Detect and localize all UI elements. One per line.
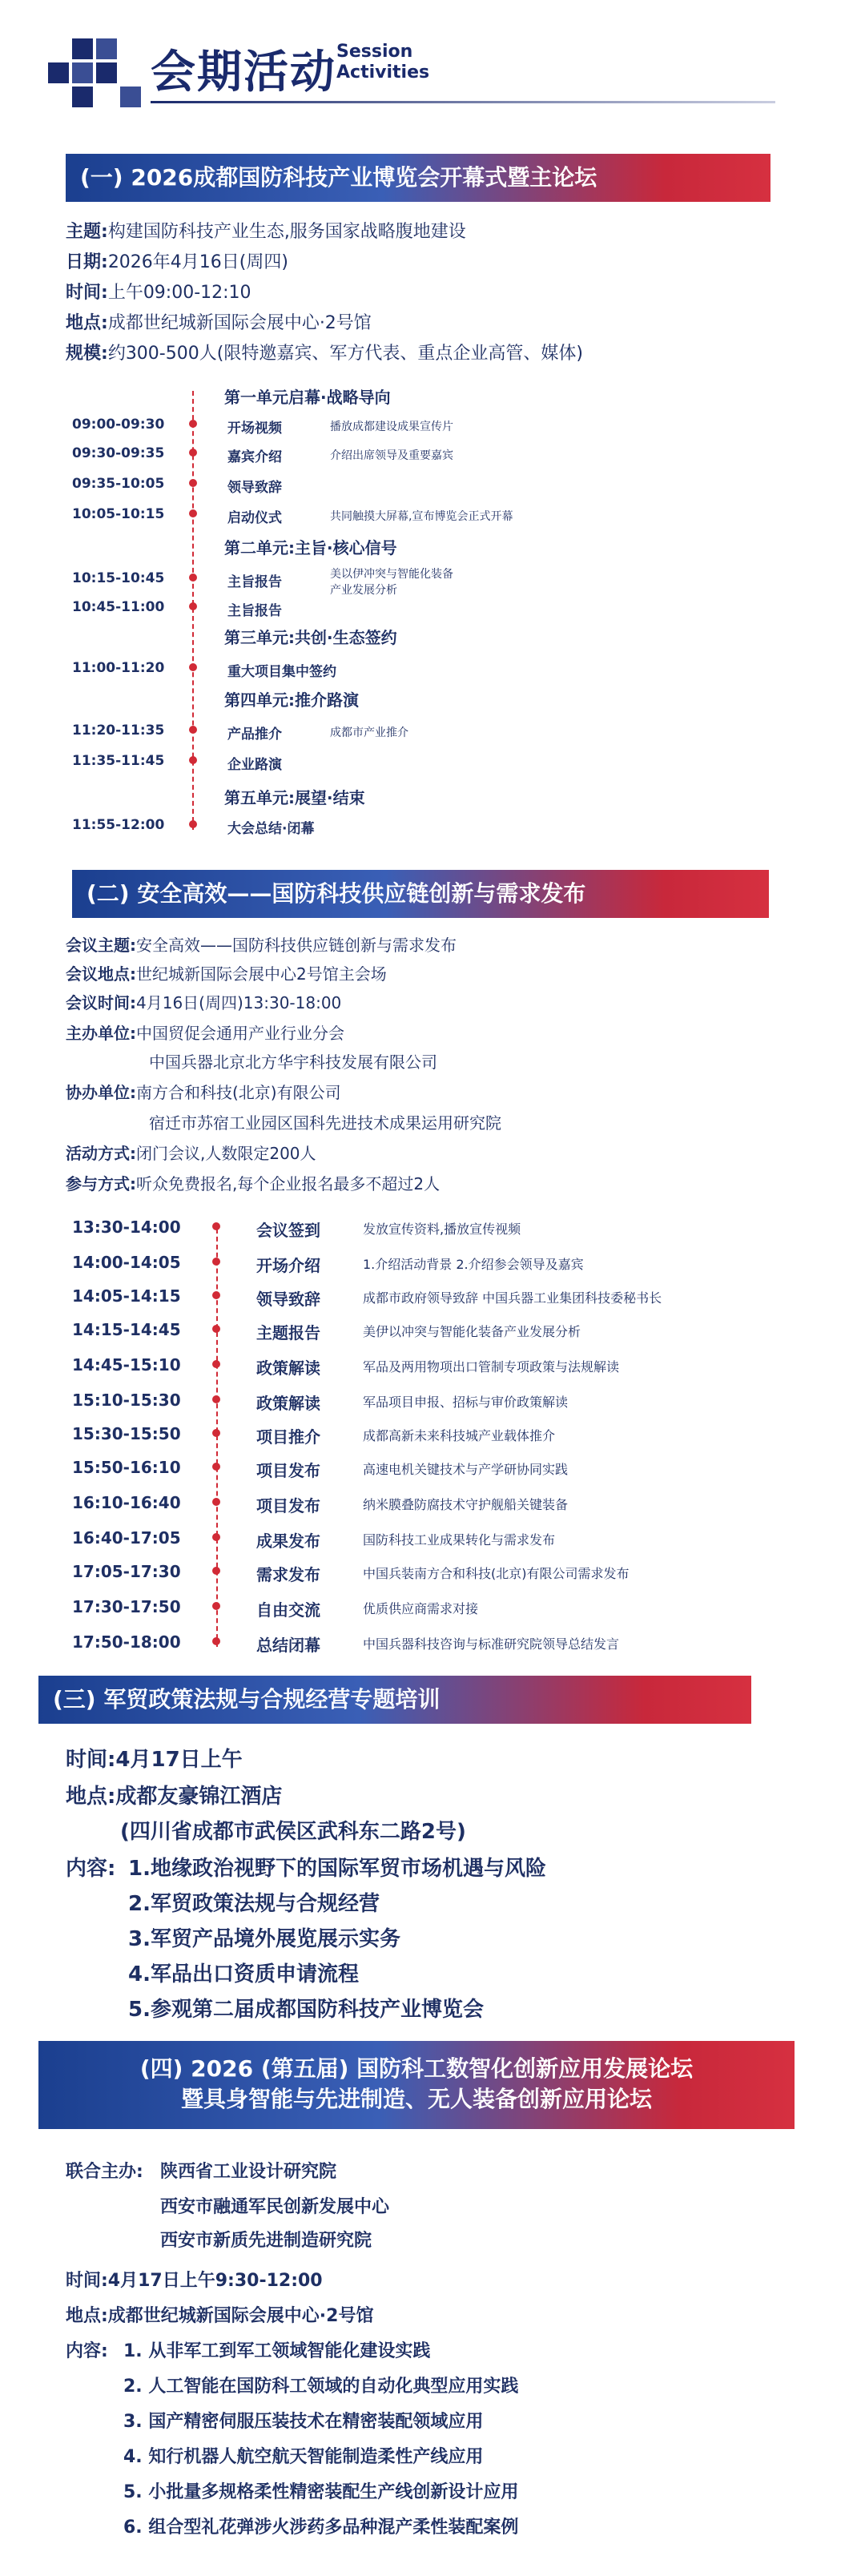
- s4-content-item: 6. 组合型礼花弹涉火涉药多品种混产柔性装配案例: [123, 2518, 519, 2538]
- s1-unit-3: 第三单元:共创·生态签约: [224, 628, 397, 647]
- logo-mark: [96, 38, 117, 59]
- section-1-banner: (一) 2026成都国防科技产业博览会开幕式暨主论坛: [66, 154, 770, 202]
- s1-unit-4: 第四单元:推介路演: [224, 690, 359, 710]
- s1-unit-2: 第二单元:主旨·核心信号: [224, 538, 397, 557]
- s1-schedule-row: 11:20-11:35 产品推介 成都市产业推介: [72, 722, 408, 743]
- s1-schedule-row: 10:15-10:45 主旨报告 美以伊冲突与智能化装备 产业发展分析: [72, 568, 453, 597]
- s2-info-row: 会议时间:4月16日(周四)13:30-18:00: [66, 993, 342, 1012]
- logo-mark: [120, 87, 141, 107]
- section-2-banner: (二) 安全高效——国防科技供应链创新与需求发布: [72, 870, 769, 918]
- section-4-title-line-2: 暨具身智能与先进制造、无人装备创新应用论坛: [180, 2086, 652, 2112]
- s3-time: 时间:4月17日上午: [66, 1748, 243, 1772]
- s1-info-theme: 主题:构建国防科技产业生态,服务国家战略腹地建设: [66, 222, 466, 242]
- s4-place: 地点:成都世纪城新国际会展中心·2号馆: [66, 2306, 374, 2326]
- s2-schedule-row: 15:30-15:50 项目推介 成都高新未来科技城产业载体推介: [72, 1424, 556, 1447]
- s1-schedule-row: 09:35-10:05 领导致辞: [72, 476, 282, 496]
- s1-schedule-row: 11:00-11:20 重大项目集中签约: [72, 660, 336, 680]
- s2-info-row: 会议主题:安全高效——国防科技供应链创新与需求发布: [66, 936, 457, 955]
- s4-time: 时间:4月17日上午9:30-12:00: [66, 2271, 323, 2291]
- s1-schedule-row: 10:45-11:00 主旨报告: [72, 599, 282, 619]
- s2-schedule-row: 14:15-14:45 主题报告 美伊以冲突与智能化装备产业发展分析: [72, 1320, 581, 1342]
- section-3-banner: (三) 军贸政策法规与合规经营专题培训: [38, 1676, 751, 1724]
- s2-schedule-row: 16:10-16:40 项目发布 纳米膜叠防腐技术守护舰船关键装备: [72, 1493, 569, 1515]
- section-4-title-line-1: (四) 2026 (第五届) 国防科工数智化创新应用发展论坛: [139, 2055, 694, 2082]
- s1-info-scale: 规模:约300-500人(限特邀嘉宾、军方代表、重点企业高管、媒体): [66, 344, 583, 364]
- s1-unit-1: 第一单元启幕·战略导向: [224, 388, 391, 407]
- s2-info-row: 主办单位:中国贸促会通用产业行业分会: [66, 1024, 344, 1043]
- s4-content-item: 2. 人工智能在国防科工领域的自动化典型应用实践: [123, 2377, 519, 2397]
- logo-mark: [72, 62, 93, 83]
- s4-content-item: 4. 知行机器人航空航天智能制造柔性产线应用: [123, 2447, 484, 2467]
- s2-schedule-row: 14:45-15:10 政策解读 军品及两用物项出口管制专项政策与法规解读: [72, 1355, 620, 1378]
- s2-info-row: 宿迁市苏宿工业园区国科先进技术成果运用研究院: [149, 1113, 501, 1133]
- s4-content-label: 内容:: [66, 2341, 108, 2361]
- logo-mark: [72, 38, 93, 59]
- s2-info-row: 中国兵器北京北方华宇科技发展有限公司: [149, 1053, 437, 1072]
- s1-schedule-row: 10:05-10:15 启动仪式 共同触摸大屏幕,宣布博览会正式开幕: [72, 506, 513, 526]
- s2-schedule-row: 17:50-18:00 总结闭幕 中国兵器科技咨询与标准研究院领导总结发言: [72, 1632, 620, 1655]
- page-header: [48, 30, 817, 119]
- logo-mark: [48, 62, 69, 83]
- s2-schedule-row: 15:50-16:10 项目发布 高速电机关键技术与产学研协同实践: [72, 1458, 569, 1480]
- s1-unit-5: 第五单元:展望·结束: [224, 788, 365, 807]
- s2-schedule-row: 17:05-17:30 需求发布 中国兵装南方合和科技(北京)有限公司需求发布: [72, 1562, 630, 1584]
- s2-info-row: 会议地点:世纪城新国际会展中心2号馆主会场: [66, 964, 387, 984]
- s3-content-item: 5.参观第二届成都国防科技产业博览会: [128, 1998, 484, 2022]
- s1-info-place: 地点:成都世纪城新国际会展中心·2号馆: [66, 313, 372, 333]
- subtitle-line: Activities: [336, 62, 430, 83]
- s3-address: (四川省成都市武侯区武科东二路2号): [120, 1820, 466, 1844]
- s4-content-item: 1. 从非军工到军工领域智能化建设实践: [123, 2341, 431, 2361]
- s4-host-label: 联合主办:: [66, 2162, 143, 2182]
- s1-schedule-row: 11:35-11:45 企业路演: [72, 753, 282, 773]
- s4-host: 西安市融通军民创新发展中心: [160, 2197, 390, 2217]
- s3-content-item: 1.地缘政治视野下的国际军贸市场机遇与风险: [128, 1857, 546, 1881]
- page-title: 会期活动: [151, 46, 336, 99]
- s1-info-date: 日期:2026年4月16日(周四): [66, 252, 288, 272]
- s4-content-item: 5. 小批量多规格柔性精密装配生产线创新设计应用: [123, 2482, 519, 2502]
- s3-content-item: 2.军贸政策法规与合规经营: [128, 1892, 380, 1916]
- s2-schedule-row: 14:00-14:05 开场介绍 1.介绍活动背景 2.介绍参会领导及嘉宾: [72, 1253, 584, 1275]
- s3-place: 地点:成都友豪锦江酒店: [66, 1785, 283, 1809]
- s4-content-item: 3. 国产精密伺服压装技术在精密装配领域应用: [123, 2412, 484, 2432]
- logo-mark: [96, 62, 117, 83]
- s3-content-label: 内容:: [66, 1857, 116, 1881]
- s2-schedule-row: 13:30-14:00 会议签到 发放宣传资料,播放宣传视频: [72, 1218, 521, 1240]
- s2-info-row: 活动方式:闭门会议,人数限定200人: [66, 1144, 316, 1163]
- page-subtitle: [336, 42, 429, 83]
- s2-schedule-row: 14:05-14:15 领导致辞 成都市政府领导致辞 中国兵器工业集团科技委秘书长: [72, 1286, 662, 1309]
- s4-host: 西安市新质先进制造研究院: [160, 2231, 372, 2251]
- s3-content-item: 4.军品出口资质申请流程: [128, 1962, 359, 1986]
- subtitle-line: Session: [336, 42, 413, 62]
- header-divider: [151, 101, 775, 103]
- s1-schedule-row: 09:30-09:35 嘉宾介绍 介绍出席领导及重要嘉宾: [72, 445, 453, 465]
- s3-content-item: 3.军贸产品境外展览展示实务: [128, 1927, 400, 1951]
- s1-schedule-row: 11:55-12:00 大会总结·闭幕: [72, 817, 315, 837]
- s2-info-row: 协办单位:南方合和科技(北京)有限公司: [66, 1083, 341, 1102]
- s1-schedule-row: 09:00-09:30 开场视频 播放成都建设成果宣传片: [72, 417, 453, 437]
- s2-schedule-row: 15:10-15:30 政策解读 军品项目申报、招标与审价政策解读: [72, 1391, 569, 1413]
- section-4-banner: [38, 2041, 795, 2129]
- s4-host: 陕西省工业设计研究院: [160, 2162, 337, 2182]
- s2-info-row: 参与方式:听众免费报名,每个企业报名最多不超过2人: [66, 1174, 441, 1193]
- s2-schedule-row: 16:40-17:05 成果发布 国防科技工业成果转化与需求发布: [72, 1528, 556, 1551]
- s2-schedule-row: 17:30-17:50 自由交流 优质供应商需求对接: [72, 1597, 479, 1620]
- logo-mark: [72, 87, 93, 107]
- s1-info-time: 时间:上午09:00-12:10: [66, 283, 251, 303]
